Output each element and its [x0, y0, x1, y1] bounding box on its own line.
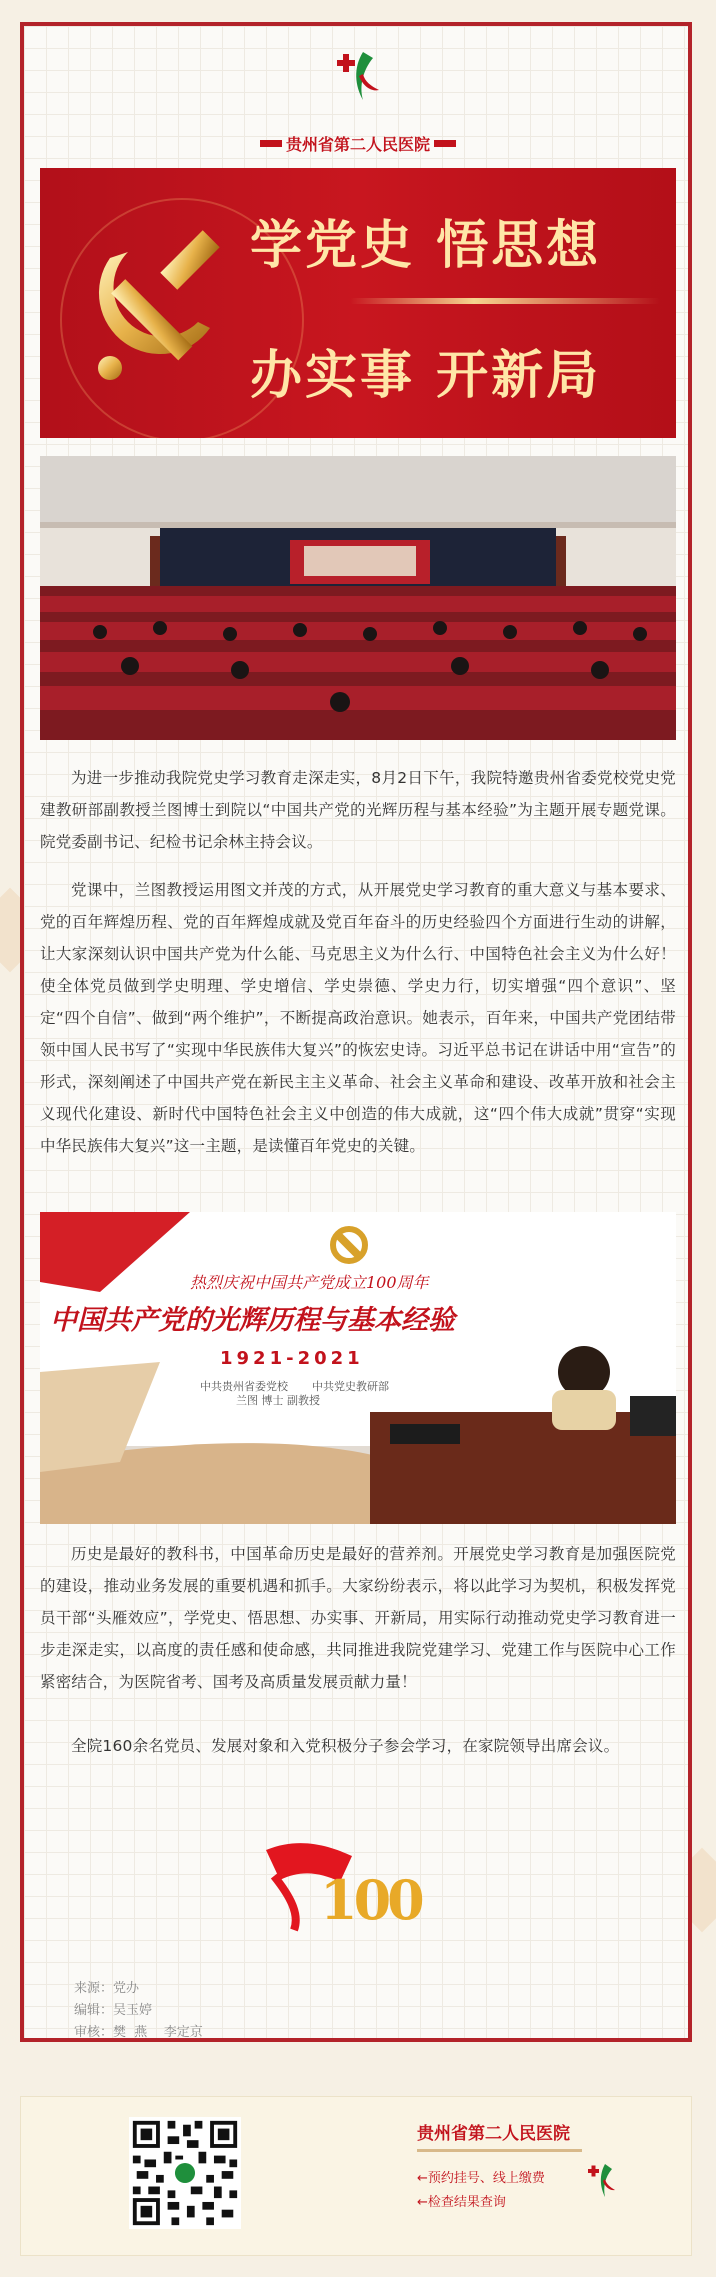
- slide-title: 中国共产党的光辉历程与基本经验: [50, 1305, 455, 1336]
- hammer-sickle-icon: [70, 218, 240, 388]
- banner-line-2: 办实事 开新局: [250, 345, 602, 406]
- hospital-logo-icon: [333, 46, 383, 106]
- slide-years: 1921-2021: [220, 1348, 364, 1369]
- footer-link-appointment[interactable]: ←预约挂号、线上缴费: [417, 2171, 545, 2186]
- hospital-name: 贵州省第二人民医院: [285, 134, 430, 154]
- banner-line-1: 学党史 悟思想: [250, 215, 602, 276]
- footer-divider: [417, 2149, 582, 2152]
- credit-source: 来源：党办: [74, 1981, 140, 1996]
- credit-editor: 编辑：吴玉婷: [74, 2003, 153, 2018]
- footer-card: [20, 2096, 692, 2256]
- slide-org-1: 中共贵州省委党校: [200, 1380, 288, 1393]
- banner-swoosh: [350, 298, 660, 304]
- article-credits: [74, 1978, 203, 2044]
- speaker-photo: [40, 1212, 676, 1524]
- slide-speaker: 兰图 博士 副教授: [236, 1394, 320, 1407]
- hammer-sickle-icon: [326, 1222, 372, 1268]
- hospital-name-strip: [250, 132, 466, 154]
- credit-reviewer: 审核：樊 燕 李定京: [74, 2025, 203, 2040]
- strip-bar: [260, 140, 282, 147]
- lecture-hall-photo: [40, 456, 676, 740]
- article-paragraph-2: 党课中，兰图教授运用图文并茂的方式，从开展党史学习教育的重大意义与基本要求、党的百年辉煌历程、党的百年辉煌成就及党百年奋斗的历史经验四个方面进行生动的讲解，让大家深刻认识中国共产党为什么能、马克思主义为什么行、中国特色社会主义为什么好！使全体党员做到学史明理、学史增信、学史崇德、学史力行，切实增强“四个意识”、坚定“四个自信”、做到“两个维护”，不断提高政治意识。她表示，百年来，中国共产党团结带领中国人民书写了“实现中华民族伟大复兴”的恢宏史诗。习近平总书记在讲话中用“宣告”的形式，深刻阐述了中国共产党在新民主主义革命、社会主义革命和建设、改革开放和社会主义现代化建设、新时代中国特色社会主义中创造的伟大成就，这“四个伟大成就”贯穿“实现中华民族伟大复兴”这一主题，是读懂百年党史的关键。: [40, 881, 676, 1155]
- strip-bar: [434, 140, 456, 147]
- hospital-logo-icon: [587, 2161, 617, 2201]
- footer-hospital-name: 贵州省第二人民医院: [417, 2124, 570, 2144]
- centenary-number: 100: [320, 1868, 421, 1932]
- lecture-hall-illustration: [40, 456, 676, 740]
- article-paragraph-1: 为进一步推动我院党史学习教育走深走实，8月2日下午，我院特邀贵州省委党校党史党建教研部副教授兰图博士到院以“中国共产党的光辉历程与基本经验”为主题开展专题党课。院党委副书记、纪检书记余林主持会议。: [40, 769, 676, 851]
- centenary-logo: [260, 1836, 460, 1936]
- article-paragraph-3: 历史是最好的教科书，中国革命历史是最好的营养剂。开展党史学习教育是加强医院党的建设，推动业务发展的重要机遇和抓手。大家纷纷表示，将以此学习为契机，积极发挥党员干部“头雁效应”，学党史、悟思想、办实事、开新局，用实际行动推动党史学习教育进一步走深走实，以高度的责任感和使命感，共同推进我院党建学习、党建工作与医院中心工作紧密结合，为医院省考、国考及高质量发展贡献力量！: [40, 1545, 676, 1691]
- footer-link-results[interactable]: ←检查结果查询: [417, 2195, 506, 2210]
- qr-code[interactable]: [129, 2117, 241, 2229]
- article-paragraph-4: 全院160余名党员、发展对象和入党积极分子参会学习，在家院领导出席会议。: [71, 1737, 620, 1755]
- slide-org-2: 中共党史教研部: [312, 1380, 389, 1393]
- slide-subtitle: 热烈庆祝中国共产党成立100周年: [190, 1273, 429, 1292]
- party-history-banner: [40, 168, 676, 438]
